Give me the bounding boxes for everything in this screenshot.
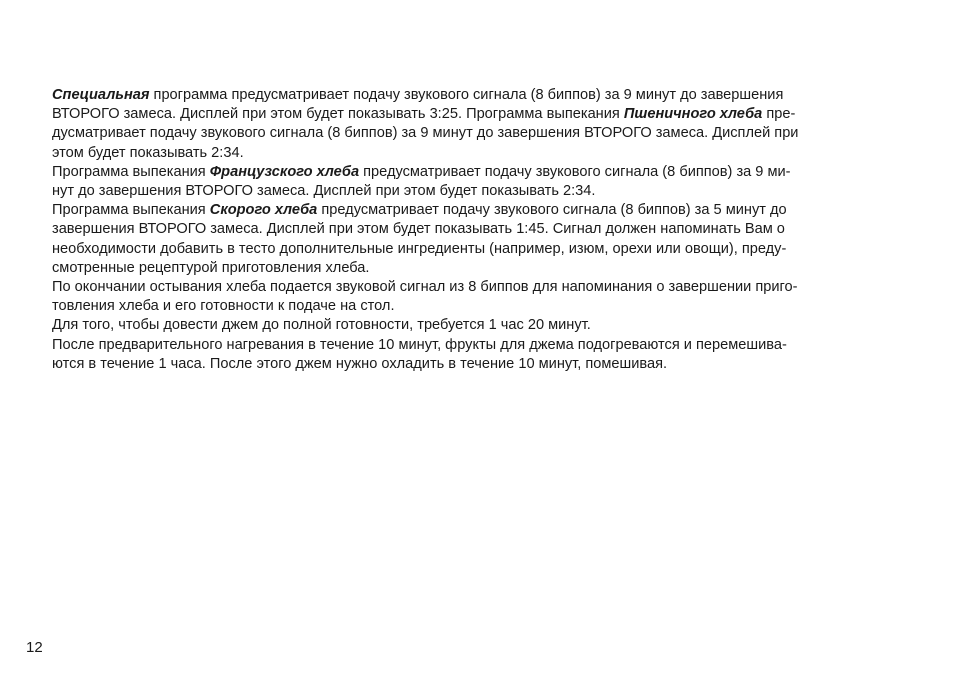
text-line xyxy=(52,316,912,335)
text-run: дусматривает подачу звукового сигнала (8 биппов) за 9 минут до завершения ВТОРОГО замеса. Дисплей при xyxy=(52,125,799,142)
text-run: Для того, чтобы довести джем до полной готовности, требуется 1 час 20 минут. xyxy=(52,317,591,334)
emphasized-text: Французского хлеба xyxy=(209,163,360,180)
text-run: ются в течение 1 часа. После этого джем нужно охладить в течение 10 минут, помешивая. xyxy=(52,355,668,372)
emphasized-text: Пшеничного хлеба xyxy=(623,106,763,123)
text-line xyxy=(52,144,912,163)
text-run: нут до завершения ВТОРОГО замеса. Дисплей при этом будет показывать 2:34. xyxy=(52,183,596,200)
text-run: смотренные рецептурой приготовления хлеба. xyxy=(52,259,370,276)
text-run: предусматривает подачу звукового сигнала (8 биппов) за 9 ми- xyxy=(359,163,791,180)
emphasized-text: Скорого хлеба xyxy=(209,202,318,219)
text-run: товления хлеба и его готовности к подаче на стол. xyxy=(52,298,395,315)
text-line xyxy=(52,278,912,297)
text-run: этом будет показывать 2:34. xyxy=(52,144,244,161)
text-line xyxy=(52,240,912,259)
text-run: программа предусматривает подачу звукового сигнала (8 биппов) за 9 минут до завершения xyxy=(149,87,784,103)
text-line xyxy=(52,163,912,182)
text-run: необходимости добавить в тесто дополнительные ингредиенты (например, изюм, орехи или овощи), преду- xyxy=(52,240,787,257)
text-line xyxy=(52,201,912,220)
text-line xyxy=(52,124,912,143)
text-line xyxy=(52,86,912,105)
page-number: 12 xyxy=(26,639,43,656)
text-run: завершения ВТОРОГО замеса. Дисплей при этом будет показывать 1:45. Сигнал должен напоминать Вам о xyxy=(52,221,785,238)
text-line xyxy=(52,182,912,201)
text-line xyxy=(52,336,912,355)
text-line xyxy=(52,220,912,239)
text-line xyxy=(52,355,912,374)
text-line xyxy=(52,259,912,278)
emphasized-text: Специальная xyxy=(52,87,150,103)
text-run: Программа выпекания xyxy=(52,163,210,180)
text-run: Программа выпекания xyxy=(52,202,210,219)
text-line xyxy=(52,297,912,316)
text-run: пре- xyxy=(762,106,796,123)
text-run: предусматривает подачу звукового сигнала (8 биппов) за 5 минут до xyxy=(317,202,787,219)
text-line xyxy=(52,105,912,124)
text-run: После предварительного нагревания в течение 10 минут, фрукты для джема подогреваются и перемешива- xyxy=(52,336,787,353)
body-text xyxy=(52,86,912,374)
text-run: ВТОРОГО замеса. Дисплей при этом будет показывать 3:25. Программа выпекания xyxy=(52,106,624,123)
text-run: По окончании остывания хлеба подается звуковой сигнал из 8 биппов для напоминания о завершении приго- xyxy=(52,279,798,296)
